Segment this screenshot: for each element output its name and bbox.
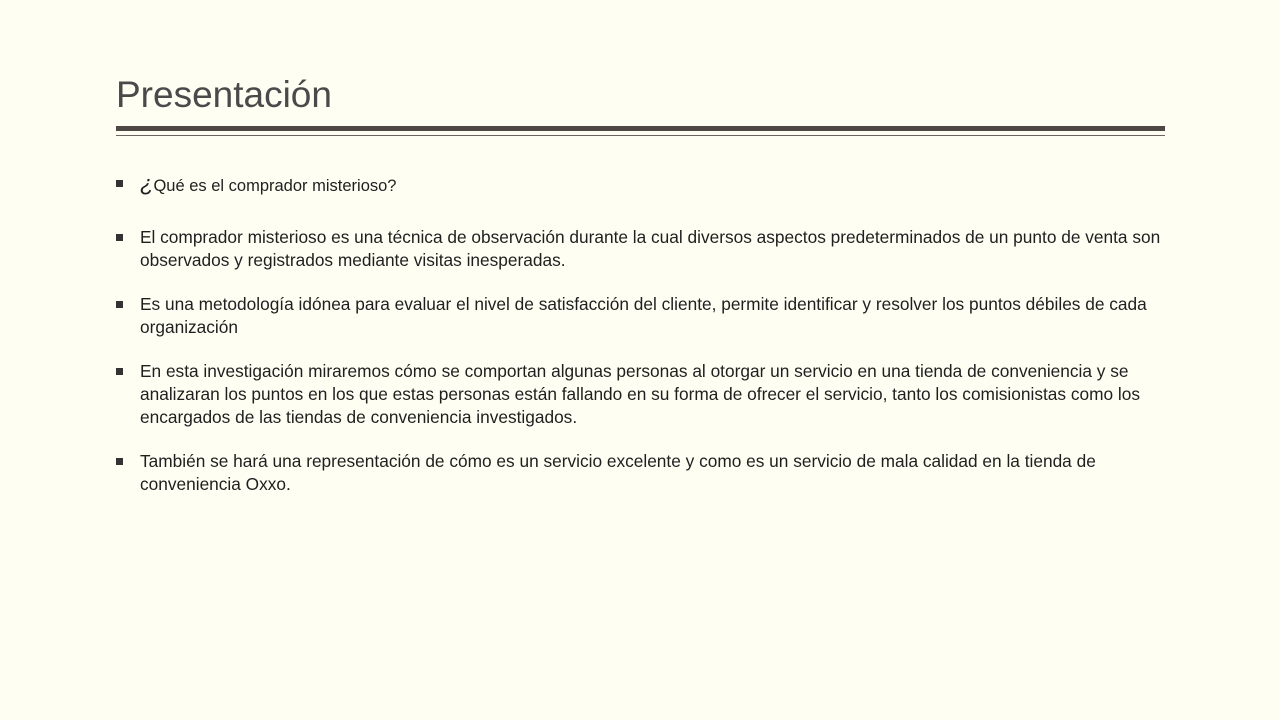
title-divider-thin [116, 135, 1165, 136]
square-bullet-icon [116, 368, 123, 375]
bullet-text: Es una metodología idónea para evaluar el nivel de satisfacción del cliente, permite identificar y resolver los puntos débiles de cada organización [140, 294, 1147, 337]
bullet-item [116, 293, 1176, 339]
bullet-text: También se hará una representación de cómo es un servicio excelente y como es un servicio de mala calidad en la tienda de conveniencia Oxxo. [140, 451, 1096, 494]
title-divider-thick [116, 126, 1165, 131]
question-mark-prefix: ¿ [140, 171, 154, 196]
bullet-list [116, 172, 1176, 496]
bullet-text: Qué es el comprador misterioso? [153, 177, 397, 195]
slide-title: Presentación [116, 74, 332, 115]
bullet-item [116, 226, 1176, 272]
bullet-text: El comprador misterioso es una técnica de observación durante la cual diversos aspectos predeterminados de un punto de venta son observados y registrados mediante visitas inesperadas. [140, 227, 1161, 270]
bullet-text: En esta investigación miraremos cómo se comportan algunas personas al otorgar un servicio en una tienda de conveniencia y se analizaran los puntos en los que estas personas están fallando en su forma de ofrecer el servicio, tanto los comisionistas como los encargados de las tiendas de conveniencia investigados. [140, 361, 1140, 427]
bullet-item [116, 172, 1176, 198]
square-bullet-icon [116, 234, 123, 241]
square-bullet-icon [116, 458, 123, 465]
bullet-item [116, 450, 1176, 496]
square-bullet-icon [116, 180, 123, 187]
square-bullet-icon [116, 301, 123, 308]
bullet-item [116, 360, 1176, 429]
